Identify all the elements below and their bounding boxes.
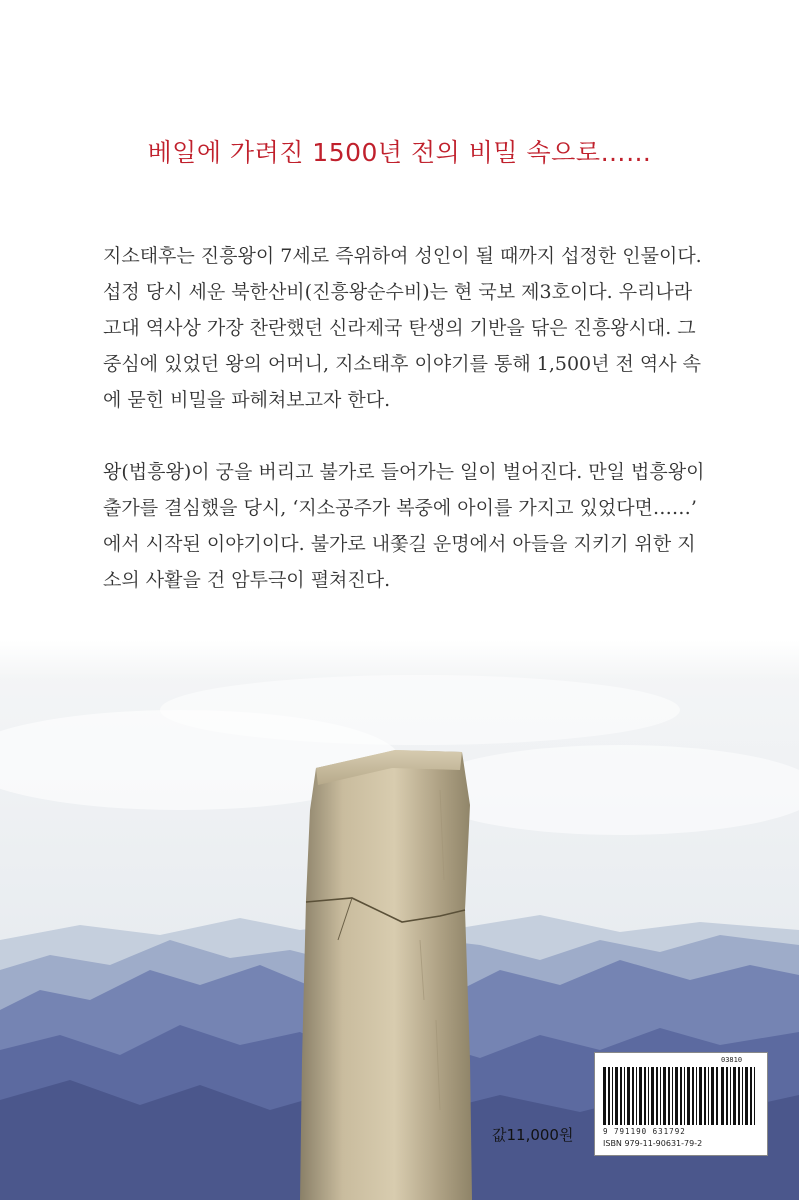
paragraph-line: 왕(법흥왕)이 궁을 버리고 불가로 들어가는 일이 벌어진다. 만일 법흥왕이 bbox=[103, 461, 705, 483]
barcode-bar bbox=[726, 1067, 728, 1125]
barcode-bar bbox=[675, 1067, 678, 1125]
barcode-bar bbox=[639, 1067, 642, 1125]
barcode-digits: 9 791190 631792 bbox=[603, 1127, 686, 1136]
barcode-bar bbox=[745, 1067, 748, 1125]
barcode-bar bbox=[680, 1067, 682, 1125]
barcode-bar bbox=[660, 1067, 661, 1125]
barcode-bar bbox=[721, 1067, 724, 1125]
barcode-bar bbox=[754, 1067, 755, 1125]
barcode-bar bbox=[733, 1067, 736, 1125]
barcode-bar bbox=[663, 1067, 666, 1125]
paragraph-line: 에서 시작된 이야기이다. 불가로 내쫓길 운명에서 아들을 지키기 위한 지 bbox=[103, 533, 696, 555]
barcode-addon-code: 03810 bbox=[721, 1056, 743, 1064]
barcode-bar bbox=[672, 1067, 673, 1125]
paragraph-line: 고대 역사상 가장 찬란했던 신라제국 탄생의 기반을 닦은 진흥왕시대. 그 bbox=[103, 317, 696, 339]
paragraph-line: 섭정 당시 세운 북한산비(진흥왕순수비)는 현 국보 제3호이다. 우리나라 bbox=[103, 281, 693, 303]
barcode-bar bbox=[624, 1067, 625, 1125]
paragraph-line: 출가를 결심했을 당시, ‘지소공주가 복중에 아이를 가지고 있었다면……’ bbox=[103, 497, 697, 519]
barcode-bar bbox=[742, 1067, 743, 1125]
barcode-bar bbox=[730, 1067, 731, 1125]
barcode-bar bbox=[608, 1067, 610, 1125]
synopsis-paragraph-2 bbox=[103, 454, 723, 598]
barcode-addon-bars bbox=[721, 1067, 759, 1127]
barcode-bar bbox=[692, 1067, 694, 1125]
barcode-bar bbox=[684, 1067, 685, 1125]
barcode-bar bbox=[704, 1067, 706, 1125]
barcode-bar bbox=[620, 1067, 622, 1125]
barcode-bar bbox=[615, 1067, 618, 1125]
paragraph-line: 중심에 있었던 왕의 어머니, 지소태후 이야기를 통해 1,500년 전 역사 속 bbox=[103, 353, 702, 375]
barcode-bar bbox=[711, 1067, 714, 1125]
headline-tagline: 베일에 가려진 1500년 전의 비밀 속으로…… bbox=[147, 138, 652, 167]
isbn-number: ISBN 979-11-90631-79-2 bbox=[603, 1139, 703, 1148]
barcode-bar bbox=[699, 1067, 702, 1125]
paragraph-line: 에 묻힌 비밀을 파헤쳐보고자 한다. bbox=[103, 389, 391, 411]
barcode-bar bbox=[644, 1067, 646, 1125]
barcode-bar bbox=[716, 1067, 718, 1125]
barcode-bar bbox=[603, 1067, 606, 1125]
barcode-bar bbox=[612, 1067, 613, 1125]
barcode-bar bbox=[750, 1067, 752, 1125]
barcode-main-bars bbox=[603, 1067, 719, 1127]
barcode-bar bbox=[651, 1067, 654, 1125]
synopsis-paragraph-1 bbox=[103, 238, 723, 418]
barcode-bar bbox=[648, 1067, 649, 1125]
barcode-bar bbox=[696, 1067, 697, 1125]
barcode-bar bbox=[708, 1067, 709, 1125]
barcode-bar bbox=[687, 1067, 690, 1125]
barcode-bar bbox=[636, 1067, 637, 1125]
barcode-bar bbox=[632, 1067, 634, 1125]
isbn-barcode bbox=[594, 1052, 768, 1156]
barcode-bar bbox=[656, 1067, 658, 1125]
paragraph-line: 소의 사활을 건 암투극이 펼쳐진다. bbox=[103, 569, 391, 591]
price-label: 값11,000원 bbox=[492, 1126, 574, 1144]
paragraph-line: 지소태후는 진흥왕이 7세로 즉위하여 성인이 될 때까지 섭정한 인물이다. bbox=[103, 245, 702, 267]
barcode-bar bbox=[668, 1067, 670, 1125]
barcode-bar bbox=[738, 1067, 740, 1125]
barcode-bar bbox=[627, 1067, 630, 1125]
